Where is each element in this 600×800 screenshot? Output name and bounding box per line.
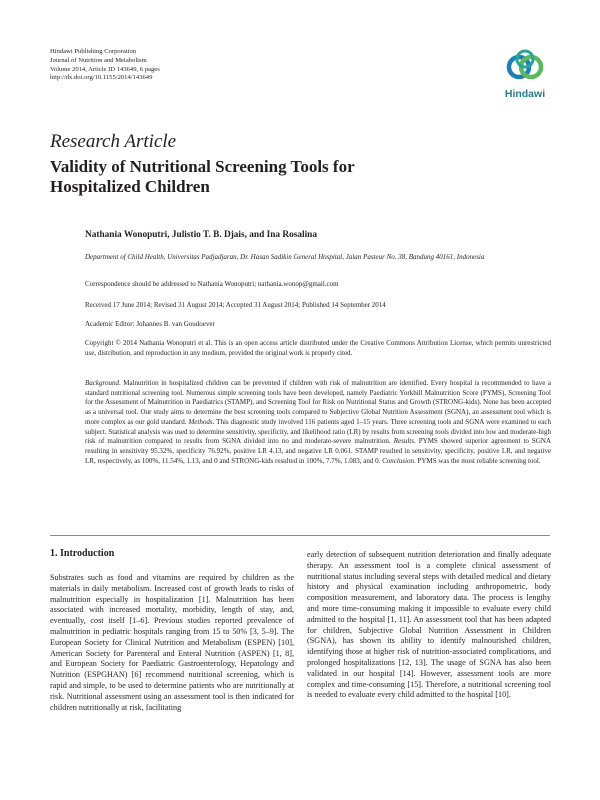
abstract-results-label: Results — [393, 437, 414, 446]
intro-paragraph-left: Substrates such as food and vitamins are required by children as the materials in daily metabolism. Increased cost of growth leads to risks of malnutrition especially in hospitalization [1]. Malnutrition has been associated with increased mortality, morbidity, length of stay, and, eventually, cost itself [1–6]. Previous studies reported prevalence of malnutrition in pediatric hospitals ranging from 15 to 50% [3, 5–9]. The European Society for Clinical Nutrition and Metabolism (ESPEN) [10], American Society for Parenteral and Enteral Nutrition (ASPEN) [1, 8], and European Society for Paediatric Gastroenterology, Hepatology and Nutrition (ESPGHAN) [6] recommend nutritional screening, which is rapid and simple, to be used to determine patients who are nutritionally at risk. Nutritional assessment using an assessment tool is then indicated for children nutritionally at risk, facilitating — [50, 573, 294, 712]
abstract-methods-label: Methods — [188, 417, 213, 426]
section-divider — [50, 535, 550, 536]
abstract-conclusion-text: . PYMS was the most reliable screening tool. — [414, 456, 541, 465]
article-title: Validity of Nutritional Screening Tools for Hospitalized Children — [50, 157, 355, 196]
journal-name: Journal of Nutrition and Metabolism — [50, 56, 147, 64]
academic-editor: Academic Editor: Johannes B. van Goudoever — [85, 320, 215, 328]
logo-text: Hindawi — [504, 88, 546, 100]
section-heading: 1. Introduction — [50, 548, 115, 559]
article-type: Research Article — [50, 131, 177, 152]
body-column-right — [307, 550, 551, 701]
abstract — [85, 379, 551, 466]
intro-paragraph-right: early detection of subsequent nutrition deterioration and finally adequate therapy. An assessment tool is a complete clinical assessment of nutritional status including several steps with detailed medical and dietary history and physical examination including anthropometric, body composition measurement, and laboratory data. The process is lengthy and more time-consuming making it impossible to evaluate every child admitted to the hospital [1, 11]. An assessment tool that has been adapted for children, Subjective Global Nutrition Assessment in Children (SGNA), has shown its ability to identify malnourished children, identifying those at higher risk of nutrition-associated complications, and prolonged hospitalizations [12, 13]. The usage of SGNA has also been validated in our hospital [14]. However, assessment tools are more complex and time-consuming [15]. Therefore, a nutritional screening tool is needed to evaluate every child admitted to the hospital [10]. — [307, 550, 551, 700]
hindawi-rings-icon — [505, 47, 545, 87]
correspondence: Correspondence should be addressed to Nathania Wonoputri; nathania.wonop@gmail.com — [85, 280, 339, 288]
journal-header — [50, 48, 350, 83]
volume-info: Volume 2014, Article ID 143649, 6 pages — [50, 65, 160, 73]
abstract-background-text: . Malnutrition in hospitalized children can be prevented if children with risk of malnutrition are identified. Every hospital is recommended to have a standard nutritional screening tool. Numerous simple screening tools have been developed, namely Paediatric Yorkhill Malnutrition Score (PYMS), Screening Tool for the Assessment of Malnutrition in Paediatrics (STAMP), and Screening Tool for Risk on Nutritional Status and Growth (STRONG-kids). None has been accepted as a universal tool. Our study aims to determine the best screening tools compared to Subjective Global Nutrition Assessment (SGNA), an assessment tool which is more complex as our gold standard. — [85, 379, 551, 426]
body-column-left — [50, 573, 294, 713]
abstract-conclusion-label: Conclusion — [382, 456, 415, 465]
publisher-name: Hindawi Publishing Corporation — [50, 48, 137, 55]
abstract-background-label: Background — [85, 379, 119, 387]
doi-link[interactable]: http://dx.doi.org/10.1155/2014/143649 — [50, 74, 153, 82]
affiliation: Department of Child Health, Universitas Padjadjaran, Dr. Hasan Sadikin General Hospital, Jalan Pasteur No. 38, Bandung 40161, Indonesia — [85, 253, 485, 261]
publication-dates: Received 17 June 2014; Revised 31 August 2014; Accepted 31 August 2014; Published 14 September 2014 — [85, 301, 386, 309]
author-list: Nathania Wonoputri, Julistio T. B. Djais, and Ina Rosalina — [85, 230, 317, 240]
copyright-notice: Copyright © 2014 Nathania Wonoputri et al. This is an open access article distributed under the Creative Commons Attribution License, which permits unrestricted use, distribution, and reproduction in any medium, provided the original work is properly cited. — [85, 339, 551, 357]
abstract-results-text: . PYMS showed superior agreement to SGNA resulting in sensitivity 95.32%, specificity 76.92%, positive LR 4.13, and negative LR 0.061. STAMP resulted in sensitivity, specificity, positive LR, and negative LR, respectively, as 100%, 11.54%, 1.13, and 0 and STRONG-kids resulted in 100%, 7.7%, 1.083, and 0. — [85, 437, 551, 465]
abstract-methods-text: . This diagnostic study involved 116 patients aged 1–15 years. Three screening tools and SGNA were examined to each subject. Statistical analysis was used to determine sensitivity, specificity, and likelihood ratio (LR) by results from screening tools divided into low and moderate-high risk of malnutrition compared to results from SGNA divided into no and moderate-severe malnutrition. — [85, 417, 551, 446]
hindawi-logo — [494, 47, 556, 105]
